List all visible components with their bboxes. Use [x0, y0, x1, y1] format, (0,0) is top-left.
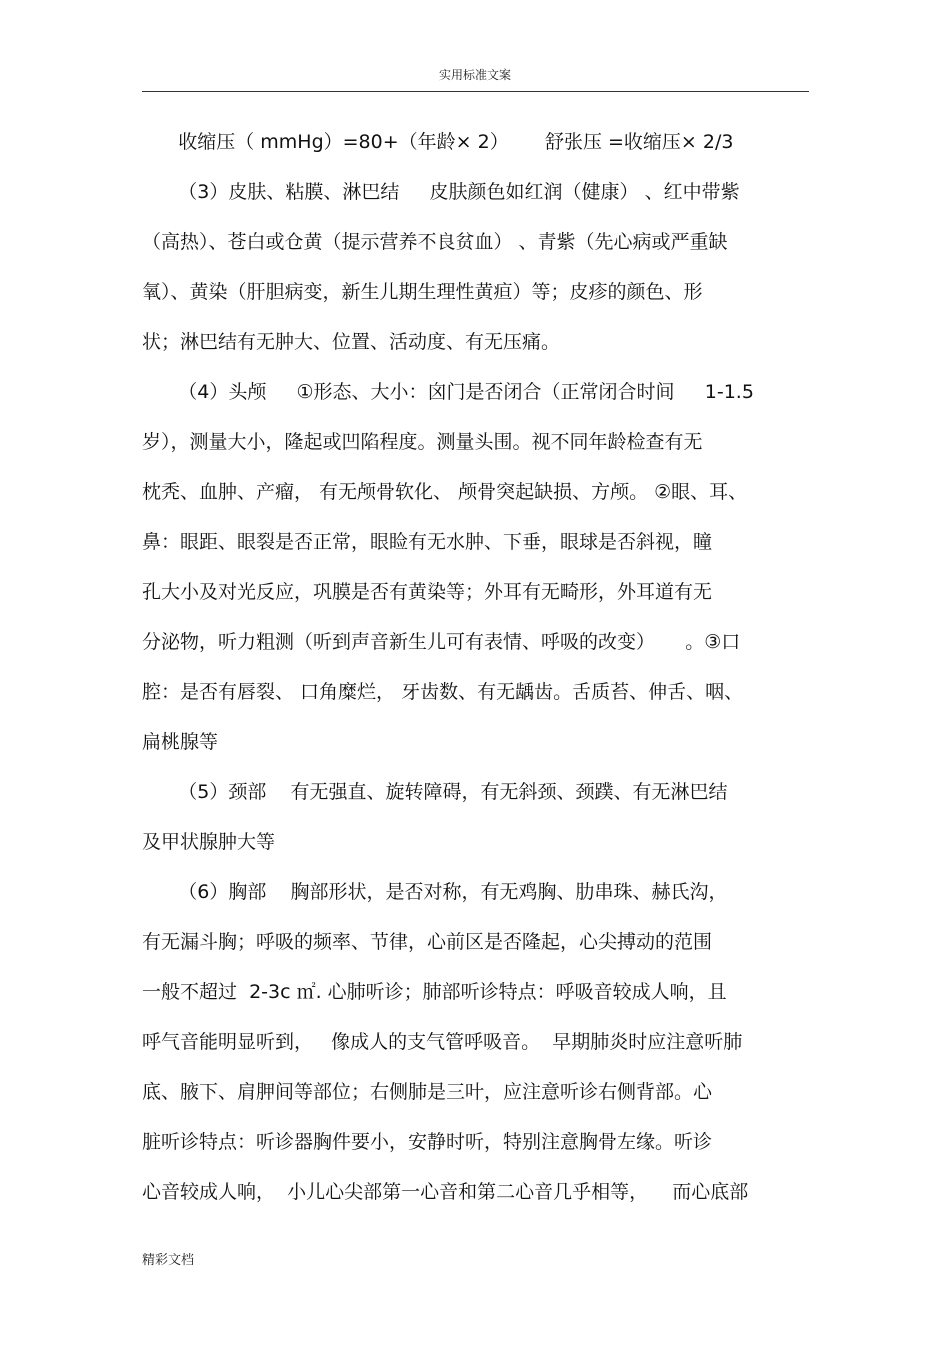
text-line: 有无漏斗胸；呼吸的频率、节律，心前区是否隆起，心尖搏动的范围 — [142, 931, 713, 953]
text-line: （6）胸部 胸部形状，是否对称，有无鸡胸、肋串珠、赫氏沟， — [142, 881, 728, 903]
text-line: 枕秃、血肿、产瘤， 有无颅骨软化、 颅骨突起缺损、方颅。 ②眼、耳、 — [142, 481, 748, 503]
text-line: （3）皮肤、粘膜、淋巴结 皮肤颜色如红润（健康） 、红中带紫 — [142, 181, 740, 203]
text-line: 扁桃腺等 — [142, 731, 219, 753]
text-line: （4）头颅 ①形态、大小：囟门是否闭合（正常闭合时间 1-1.5 — [142, 381, 754, 403]
page-header: 实用标准文案 — [438, 68, 511, 82]
text-line: 分泌物，听力粗测（听到声音新生儿可有表情、呼吸的改变） 。③口 — [142, 631, 741, 653]
text-line: 氧）、黄染（肝胆病变，新生儿期生理性黄疸）等；皮疹的颜色、形 — [142, 281, 703, 303]
text-line: 孔大小及对光反应，巩膜是否有黄染等；外耳有无畸形，外耳道有无 — [142, 581, 713, 603]
page-footer: 精彩文档 — [142, 1253, 195, 1268]
text-line: 心音较成人响， 小儿心尖部第一心音和第二心音几乎相等， 而心底部 — [142, 1181, 749, 1203]
text-line: 一般不超过 2-3c ㎡. 心肺听诊；肺部听诊特点：呼吸音较成人响，且 — [142, 981, 727, 1003]
text-line: 状；淋巴结有无肿大、位置、活动度、有无压痛。 — [142, 331, 561, 353]
text-line: 鼻：眼距、眼裂是否正常，眼睑有无水肿、下垂，眼球是否斜视，瞳 — [142, 531, 713, 553]
text-line: 岁），测量大小，隆起或凹陷程度。测量头围。视不同年龄检查有无 — [142, 431, 703, 453]
text-line: 腔：是否有唇裂、 口角糜烂， 牙齿数、有无龋齿。舌质苔、伸舌、咽、 — [142, 681, 744, 703]
text-line: 呼气音能明显听到， 像成人的支气管呼吸音。 早期肺炎时应注意听肺 — [142, 1031, 743, 1053]
text-line: 及甲状腺肿大等 — [142, 831, 276, 853]
text-line: 底、腋下、肩胛间等部位；右侧肺是三叶，应注意听诊右侧背部。心 — [142, 1081, 713, 1103]
text-line: 收缩压（ mmHg）=80+（年龄× 2） 舒张压 =收缩压× 2/3 — [142, 131, 734, 153]
text-line: （高热）、苍白或仓黄（提示营养不良贫血） 、青紫（先心病或严重缺 — [142, 231, 728, 253]
header-divider — [142, 91, 809, 92]
text-line: （5）颈部 有无强直、旋转障碍，有无斜颈、颈蹼、有无淋巴结 — [142, 781, 728, 803]
text-line: 脏听诊特点：听诊器胸件要小，安静时听，特别注意胸骨左缘。听诊 — [142, 1131, 713, 1153]
